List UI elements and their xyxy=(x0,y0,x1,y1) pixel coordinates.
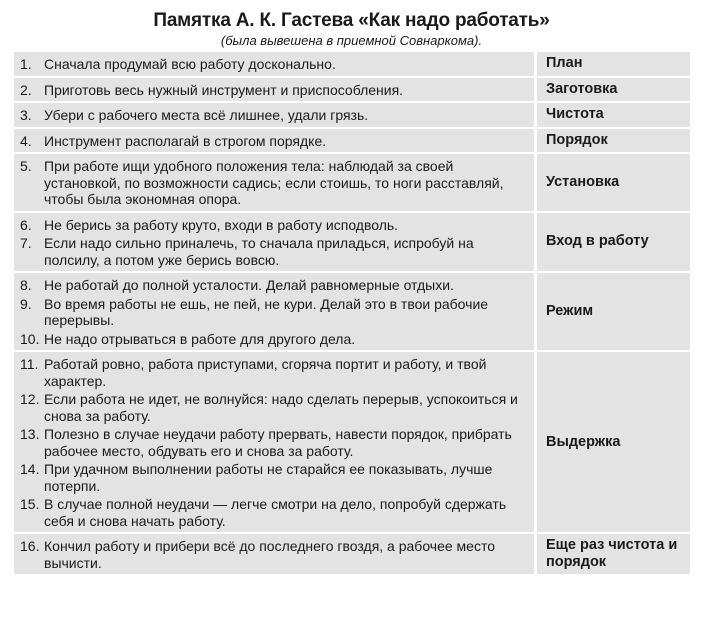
rule-text: Работай ровно, работа приступами, сгоряча портит и работу, и твой характер. xyxy=(44,356,487,389)
rule-item xyxy=(20,235,528,268)
rule-text: Во время работы не ешь, не пей, не кури. Делай это в твои рабочие перерывы. xyxy=(44,295,489,328)
rule-text: Не надо отрываться в работе для другого дела. xyxy=(44,330,356,347)
category-label: Установка xyxy=(536,153,691,212)
memo-row xyxy=(14,351,690,533)
memo-header xyxy=(0,10,703,48)
memo-row xyxy=(14,128,690,154)
rules-cell xyxy=(14,52,536,77)
category-label: Вход в работу xyxy=(536,212,691,273)
rule-item xyxy=(20,426,528,459)
memo-subtitle: (была вывешена в приемной Совнаркома). xyxy=(220,33,483,48)
rule-item xyxy=(20,331,528,348)
rule-number: 2. xyxy=(20,81,32,98)
rule-text: Если надо сильно приналечь, то сначала приладься, испробуй на полсилу, а потом уже берись вовсю. xyxy=(44,235,474,268)
rule-number: 15. xyxy=(20,496,40,512)
rule-item xyxy=(20,133,528,150)
rule-text: Полезно в случае неудачи работу прервать, навести порядок, прибрать рабочее место, обдувать его и снова за работу. xyxy=(44,426,512,459)
memo-row xyxy=(14,533,690,575)
rule-number: 8. xyxy=(20,277,32,293)
memo-row xyxy=(14,77,690,103)
rule-item xyxy=(20,158,528,208)
rule-number: 16. xyxy=(20,538,40,554)
memo-row xyxy=(14,212,690,273)
rule-number: 11. xyxy=(20,356,39,372)
category-label: Чистота xyxy=(536,102,691,128)
category-label: Выдержка xyxy=(536,351,691,533)
rule-item xyxy=(20,461,528,494)
rule-text: Если работа не идет, не волнуйся: надо сделать перерыв, успокоиться и снова за работу. xyxy=(44,391,518,424)
rules-cell xyxy=(14,272,536,351)
rule-text: При удачном выполнении работы не старайся ее показывать, лучше потерпи. xyxy=(44,461,493,494)
rule-item xyxy=(20,496,528,529)
rule-text: Кончил работу и прибери всё до последнего гвоздя, а рабочее место вычисти. xyxy=(44,538,496,571)
rule-item xyxy=(20,391,528,424)
rule-number: 9. xyxy=(20,295,32,312)
memo-row xyxy=(14,102,690,128)
category-label: План xyxy=(536,52,691,77)
rules-cell xyxy=(14,153,536,212)
rule-number: 14. xyxy=(20,461,40,477)
rule-item xyxy=(20,296,528,329)
rule-text: Не берись за работу круто, входи в работу исподволь. xyxy=(44,216,399,233)
rule-number: 3. xyxy=(20,107,32,123)
rules-cell xyxy=(14,533,536,575)
rule-text: Приготовь весь нужный инструмент и приспособления. xyxy=(44,81,404,98)
memo-title: Памятка А. К. Гастева «Как надо работать» xyxy=(153,10,550,31)
memo-row xyxy=(14,272,690,351)
memo-row xyxy=(14,52,690,77)
memo-row xyxy=(14,153,690,212)
rule-number: 6. xyxy=(20,216,32,233)
rule-item xyxy=(20,356,528,389)
rule-number: 5. xyxy=(20,158,32,174)
rule-number: 4. xyxy=(20,132,32,149)
rules-cell xyxy=(14,212,536,273)
rule-number: 12. xyxy=(20,391,40,407)
rule-number: 10. xyxy=(20,330,40,347)
rule-item xyxy=(20,277,528,294)
rule-text: При работе ищи удобного положения тела: наблюдай за своей установкой, по возможности садись; если стоишь, то ноги расставляй, чтобы была экономная опора. xyxy=(44,158,504,207)
rule-item xyxy=(20,538,528,571)
rule-item xyxy=(20,217,528,234)
rule-number: 13. xyxy=(20,426,40,442)
rule-item xyxy=(20,82,528,99)
memo-table-body xyxy=(14,52,690,575)
rule-text: В случае полной неудачи — легче смотри на дело, попробуй сдержать себя и снова начать работу. xyxy=(44,496,507,529)
rule-item xyxy=(20,56,528,73)
rule-text: Не работай до полной усталости. Делай равномерные отдыхи. xyxy=(44,277,454,293)
rules-cell xyxy=(14,102,536,128)
category-label: Заготовка xyxy=(536,77,691,103)
rule-text: Убери с рабочего места всё лишнее, удали грязь. xyxy=(44,107,369,123)
category-label: Режим xyxy=(536,272,691,351)
rule-number: 7. xyxy=(20,235,32,251)
rules-cell xyxy=(14,351,536,533)
rule-text: Инструмент располагай в строгом порядке. xyxy=(44,132,327,149)
rule-item xyxy=(20,107,528,124)
rules-cell xyxy=(14,128,536,154)
rule-text: Сначала продумай всю работу досконально. xyxy=(44,56,336,72)
rules-cell xyxy=(14,77,536,103)
memo-table xyxy=(14,52,690,576)
category-label: Еще раз чистота и порядок xyxy=(536,533,691,575)
rule-number: 1. xyxy=(20,56,32,72)
category-label: Порядок xyxy=(536,128,691,154)
